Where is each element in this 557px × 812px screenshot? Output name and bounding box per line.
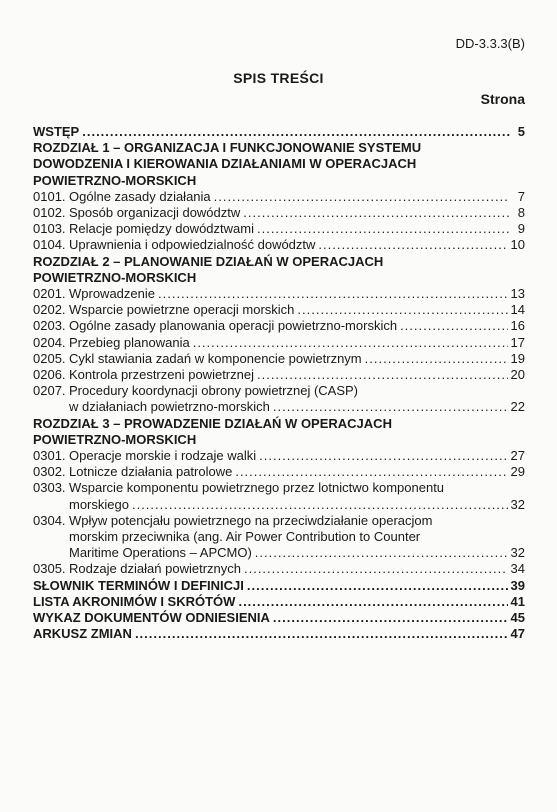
toc-entry-text: Wsparcie komponentu powietrznego przez lotnictwo komponentu [69, 480, 445, 496]
toc-entry-text: Kontrola przestrzeni powietrznej [69, 367, 254, 383]
dot-leader [214, 189, 510, 205]
toc-entry-number: 0303. [33, 480, 66, 496]
toc-row [33, 351, 525, 367]
toc-heading-entry [33, 578, 525, 594]
toc-row [33, 594, 525, 610]
dot-leader [247, 578, 508, 594]
toc-row [33, 578, 525, 594]
toc-entry-line [33, 270, 525, 286]
toc-entry [33, 335, 525, 351]
toc-entry-text: ROZDZIAŁ 3 – PROWADZENIE DZIAŁAŃ W OPERACJACH [33, 415, 392, 431]
toc-entry [33, 302, 525, 318]
toc-entry [33, 464, 525, 480]
toc-heading-entry [33, 254, 525, 286]
toc-entry-text: Wsparcie powietrzne operacji morskich [69, 302, 295, 318]
toc-entry-text: Cykl stawiania zadań w komponencie powietrznym [69, 350, 362, 366]
toc-page-number: 13 [510, 286, 525, 302]
toc-entry-text: w działaniach powietrzno-morskich [69, 399, 270, 415]
dot-leader [273, 399, 508, 415]
toc-entry-number: 0302. [33, 464, 66, 480]
toc-entry-text: ROZDZIAŁ 1 – ORGANIZACJA I FUNKCJONOWANIE SYSTEMU [33, 140, 422, 156]
toc-page-number: 17 [510, 334, 525, 350]
toc-entry-line [33, 156, 525, 172]
page-column-header: Strona [480, 91, 525, 107]
toc-entry-text: Operacje morskie i rodzaje walki [69, 448, 257, 464]
toc-page-number: 39 [510, 577, 525, 593]
dot-leader [243, 205, 510, 221]
toc-page-number: 9 [517, 221, 525, 237]
toc-entry-number: 0204. [33, 334, 66, 350]
toc-heading-entry [33, 610, 525, 626]
toc-entry-line [33, 432, 525, 448]
toc-page-number: 34 [510, 561, 525, 577]
toc-page-number: 22 [510, 399, 525, 415]
toc-entry-text: LISTA AKRONIMÓW I SKRÓTÓW [33, 593, 236, 609]
toc-entry-line [33, 529, 525, 545]
dot-leader [257, 367, 508, 383]
toc-entry-text: Wprowadzenie [69, 286, 155, 302]
dot-leader [158, 286, 508, 302]
toc-row [33, 464, 525, 480]
toc-entry-text: Wpływ potencjału powietrznego na przeciwdziałanie operacjom [69, 512, 433, 528]
toc-row [33, 399, 525, 415]
toc-entry-line [33, 140, 525, 156]
toc-entry-text: ROZDZIAŁ 2 – PLANOWANIE DZIAŁAŃ W OPERACJACH [33, 253, 384, 269]
toc-heading-entry [33, 140, 525, 189]
toc-entry-line [33, 513, 525, 529]
toc-entry [33, 561, 525, 577]
toc-entry [33, 480, 525, 512]
toc-page-number: 10 [510, 237, 525, 253]
dot-leader [297, 302, 507, 318]
toc-heading-entry [33, 124, 525, 140]
toc-heading-entry [33, 626, 525, 642]
toc-entry [33, 367, 525, 383]
toc-row [33, 286, 525, 302]
toc-entry-text: DOWODZENIA I KIEROWANIA DZIAŁANIAMI W OPERACJACH [33, 156, 417, 172]
toc-entry-number: 0206. [33, 367, 66, 383]
toc-entry-text: Maritime Operations – APCMO) [69, 545, 252, 561]
dot-leader [235, 464, 507, 480]
toc-entry-text: Rodzaje działań powietrznych [69, 561, 241, 577]
toc-entry-text: Ogólne zasady działania [69, 188, 211, 204]
toc-page-number: 14 [510, 302, 525, 318]
toc-page-number: 32 [510, 545, 525, 561]
toc-entry [33, 383, 525, 415]
toc-row [33, 545, 525, 561]
document-id: DD-3.3.3(B) [455, 36, 525, 51]
toc-entry-number: 0305. [33, 561, 66, 577]
toc-entry [33, 448, 525, 464]
toc-entry-text: SŁOWNIK TERMINÓW I DEFINICJI [33, 577, 244, 593]
toc-entry-number: 0102. [33, 205, 66, 221]
toc-row [33, 189, 525, 205]
toc-page-number: 27 [510, 448, 525, 464]
dot-leader [193, 335, 508, 351]
toc-entry-number: 0202. [33, 302, 66, 318]
toc-row [33, 221, 525, 237]
toc-page-number: 20 [510, 367, 525, 383]
toc-row [33, 335, 525, 351]
toc-page-number: 45 [510, 610, 525, 626]
toc-entry-text: WYKAZ DOKUMENTÓW ODNIESIENIA [33, 610, 270, 626]
toc-entry-line [33, 383, 525, 399]
toc-row [33, 124, 525, 140]
page-title: SPIS TREŚCI [233, 70, 324, 86]
dot-leader [259, 448, 507, 464]
dot-leader [135, 626, 508, 642]
toc-entry-text: Lotnicze działania patrolowe [69, 464, 233, 480]
toc-entry [33, 237, 525, 253]
toc-entry-text: POWIETRZNO-MORSKICH [33, 431, 197, 447]
toc-row [33, 561, 525, 577]
toc-row [33, 367, 525, 383]
toc-entry-text: POWIETRZNO-MORSKICH [33, 172, 197, 188]
toc-entry-number: 0203. [33, 318, 66, 334]
dot-leader [82, 124, 510, 140]
toc-entry [33, 205, 525, 221]
toc-page-number: 19 [510, 350, 525, 366]
toc-entry-text: Ogólne zasady planowania operacji powietrzno-morskich [69, 318, 398, 334]
toc-entry-text: morskiego [69, 496, 129, 512]
toc-entry [33, 318, 525, 334]
toc-entry [33, 513, 525, 562]
dot-leader [365, 351, 508, 367]
dot-leader [255, 545, 508, 561]
toc-entry-text: Relacje pomiędzy dowództwami [69, 221, 254, 237]
toc-row [33, 205, 525, 221]
toc-entry-text: Przebieg planowania [69, 334, 190, 350]
toc-page-number: 16 [510, 318, 525, 334]
toc-entry [33, 351, 525, 367]
toc-entry-number: 0101. [33, 188, 66, 204]
toc-page-number: 7 [517, 188, 525, 204]
dot-leader [257, 221, 510, 237]
toc-entry-number: 0301. [33, 448, 66, 464]
toc-page-number: 29 [510, 464, 525, 480]
toc-row [33, 610, 525, 626]
toc-page-number: 41 [510, 593, 525, 609]
toc-entry-number: 0103. [33, 221, 66, 237]
toc-heading-entry [33, 416, 525, 448]
toc-entry [33, 189, 525, 205]
dot-leader [400, 318, 507, 334]
toc-row [33, 448, 525, 464]
toc-entry-line [33, 254, 525, 270]
toc-entry-line [33, 173, 525, 189]
dot-leader [244, 561, 508, 577]
toc-entry-text: Uprawnienia i odpowiedzialność dowództw [69, 237, 316, 253]
toc-entry-line [33, 480, 525, 496]
toc-entry-number: 0304. [33, 512, 66, 528]
toc-row [33, 497, 525, 513]
toc-entry-text: POWIETRZNO-MORSKICH [33, 269, 197, 285]
toc-entry-text: WSTĘP [33, 124, 80, 139]
toc-page-number: 8 [517, 205, 525, 221]
toc-entry [33, 286, 525, 302]
toc-entry-number: 0205. [33, 350, 66, 366]
toc-entry-number: 0104. [33, 237, 66, 253]
toc-entry-text: ARKUSZ ZMIAN [33, 626, 132, 642]
toc-entry-text: Sposób organizacji dowództw [69, 205, 241, 221]
dot-leader [318, 237, 507, 253]
toc-entry-text: morskim przeciwnika (ang. Air Power Contribution to Counter [69, 529, 421, 545]
toc-page-number: 32 [510, 496, 525, 512]
toc-row [33, 626, 525, 642]
toc-row [33, 237, 525, 253]
dot-leader [238, 594, 507, 610]
toc-entry [33, 221, 525, 237]
toc-entry-number: 0207. [33, 383, 66, 399]
toc-entry-text: Procedury koordynacji obrony powietrznej (CASP) [69, 383, 359, 399]
toc-heading-entry [33, 594, 525, 610]
toc-row [33, 302, 525, 318]
toc-entry-number: 0201. [33, 286, 66, 302]
dot-leader [273, 610, 508, 626]
table-of-contents [33, 124, 525, 643]
dot-leader [132, 497, 508, 513]
toc-entry-line [33, 416, 525, 432]
toc-page-number: 5 [517, 124, 525, 139]
toc-page-number: 47 [510, 626, 525, 642]
toc-row [33, 318, 525, 334]
